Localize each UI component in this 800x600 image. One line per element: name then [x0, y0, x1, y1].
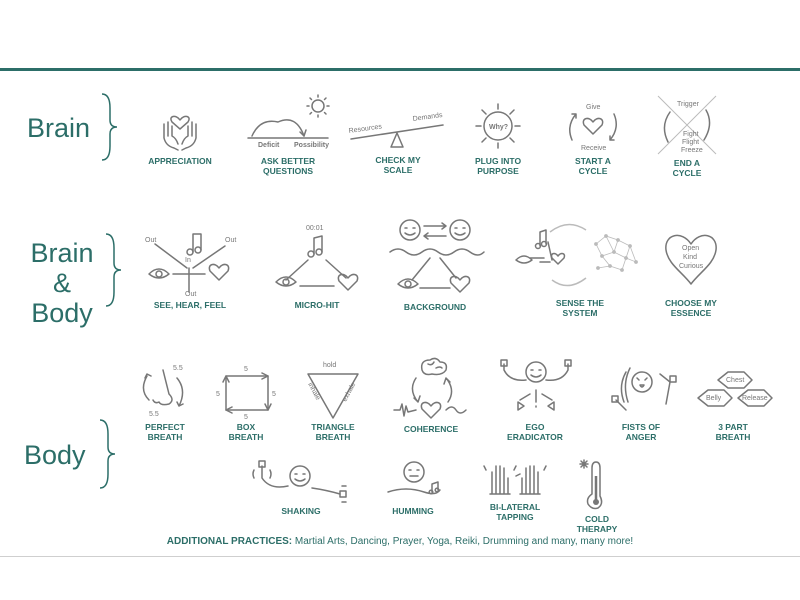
top-divider	[0, 68, 800, 71]
brace-icon	[102, 232, 124, 308]
essence-heart-icon	[636, 226, 746, 296]
practice-end-a-cycle	[632, 94, 742, 178]
practice-label: SENSE THE SYSTEM	[555, 298, 605, 318]
practice-label: COLD THERAPY	[576, 514, 618, 534]
curious-text: Curious	[679, 263, 704, 270]
sense-system-icon	[510, 218, 650, 296]
practice-label: HUMMING	[392, 506, 434, 516]
practice-label: BACKGROUND	[403, 302, 467, 312]
practice-label: COHERENCE	[403, 424, 459, 434]
practice-sense-the-system	[510, 218, 650, 318]
practice-label: ASK BETTER QUESTIONS	[260, 156, 316, 176]
micro-hit-icon	[262, 220, 372, 298]
hold-text: hold	[323, 362, 337, 369]
practice-plug-into-purpose	[443, 98, 553, 176]
kind-text: Kind	[683, 254, 698, 261]
practice-appreciation	[125, 104, 235, 166]
give-text: Give	[586, 104, 601, 111]
side-count-text: 5	[244, 414, 248, 420]
practice-choose-my-essence	[636, 226, 746, 318]
category-brain: Brain	[27, 113, 91, 143]
give-receive-cycle-icon	[558, 100, 628, 154]
practice-coherence	[376, 356, 486, 434]
practice-label: 3 PART BREATH	[715, 422, 751, 442]
out-text: Out	[225, 237, 237, 244]
additional-practices-text: Martial Arts, Dancing, Prayer, Yoga, Reiki, Drumming and many, many more!	[292, 536, 634, 547]
additional-practices-title: ADDITIONAL PRACTICES:	[166, 536, 293, 547]
trigger-cycle-icon	[652, 94, 722, 156]
practice-label: SEE, HEAR, FEEL	[153, 300, 227, 310]
scale-icon	[343, 103, 453, 153]
resources-text: Resources	[348, 123, 383, 135]
inhale-text: inhale	[306, 381, 322, 402]
deficit-possibility-icon	[238, 92, 338, 154]
practice-label: START A CYCLE	[575, 156, 611, 176]
triangle-breath-icon	[278, 358, 388, 420]
category-body: Body	[24, 440, 86, 470]
open-text: Open	[682, 245, 700, 252]
practice-label: MICRO-HIT	[294, 300, 340, 310]
inhale-count-text: 5.5	[173, 365, 183, 372]
practice-background	[380, 212, 490, 312]
practice-ask-better-questions	[233, 92, 343, 176]
practice-label: BOX BREATH	[228, 422, 264, 442]
trigger-text: Trigger	[677, 101, 699, 108]
practice-label: APPRECIATION	[148, 156, 212, 166]
practice-label: PERFECT BREATH	[145, 422, 185, 442]
freeze-text: Freeze	[681, 147, 703, 154]
exhale-count-text: 5.5	[149, 411, 159, 418]
side-count-text: 5	[216, 391, 220, 398]
practice-label: PLUG INTO PURPOSE	[474, 156, 522, 176]
practice-cold-therapy	[542, 456, 652, 534]
deficit-text: Deficit	[258, 142, 280, 149]
category-brain-body-line1: Brain	[30, 238, 94, 268]
sun-why-icon	[468, 98, 528, 154]
see-hear-feel-icon	[135, 228, 245, 298]
flight-text: Flight	[682, 139, 700, 146]
practice-see-hear-feel	[135, 228, 245, 310]
category-brain-body-line2: & Body	[31, 268, 93, 328]
humming-icon	[358, 456, 468, 504]
practice-label: BI-LATERAL TAPPING	[489, 502, 541, 522]
practice-label: EGO ERADICATOR	[507, 422, 563, 442]
coherence-icon	[376, 356, 486, 422]
bottom-divider	[0, 556, 800, 557]
practice-label: TRIANGLE BREATH	[311, 422, 355, 442]
heart-hands-icon	[150, 104, 210, 154]
release-text: Release	[742, 395, 768, 402]
brace-icon	[98, 92, 120, 162]
belly-text: Belly	[706, 395, 722, 402]
receive-text: Receive	[581, 145, 607, 152]
thermometer-icon	[542, 456, 652, 512]
practice-micro-hit	[262, 220, 372, 310]
background-icon	[380, 212, 490, 300]
practice-label: END A CYCLE	[672, 158, 702, 178]
timer-text: 00:01	[306, 225, 324, 232]
practice-3-part-breath	[678, 360, 788, 442]
practice-ego-eradicator	[480, 358, 590, 442]
demands-text: Demands	[412, 111, 443, 123]
exhale-text: exhale	[341, 381, 358, 403]
shaking-icon	[246, 456, 356, 504]
additional-practices	[0, 536, 800, 547]
practice-triangle-breath	[278, 358, 388, 442]
practice-shaking	[246, 456, 356, 516]
fight-text: Fight	[683, 131, 699, 138]
out-text: Out	[185, 291, 197, 298]
category-brain-body	[22, 238, 102, 328]
ego-eradicator-icon	[480, 358, 590, 420]
practice-label: SHAKING	[281, 506, 321, 516]
practice-check-my-scale	[343, 103, 453, 175]
side-count-text: 5	[272, 391, 276, 398]
possibility-text: Possibility	[294, 142, 330, 149]
practice-humming	[358, 456, 468, 516]
practice-label: CHECK MY SCALE	[375, 155, 421, 175]
side-count-text: 5	[244, 366, 248, 373]
three-part-breath-icon	[678, 360, 788, 420]
practice-label: CHOOSE MY ESSENCE	[665, 298, 717, 318]
why-text: Why?	[489, 124, 509, 131]
chest-text: Chest	[726, 377, 745, 384]
out-text: Out	[145, 237, 157, 244]
in-text: In	[185, 257, 191, 264]
practice-label: FISTS OF ANGER	[621, 422, 661, 442]
